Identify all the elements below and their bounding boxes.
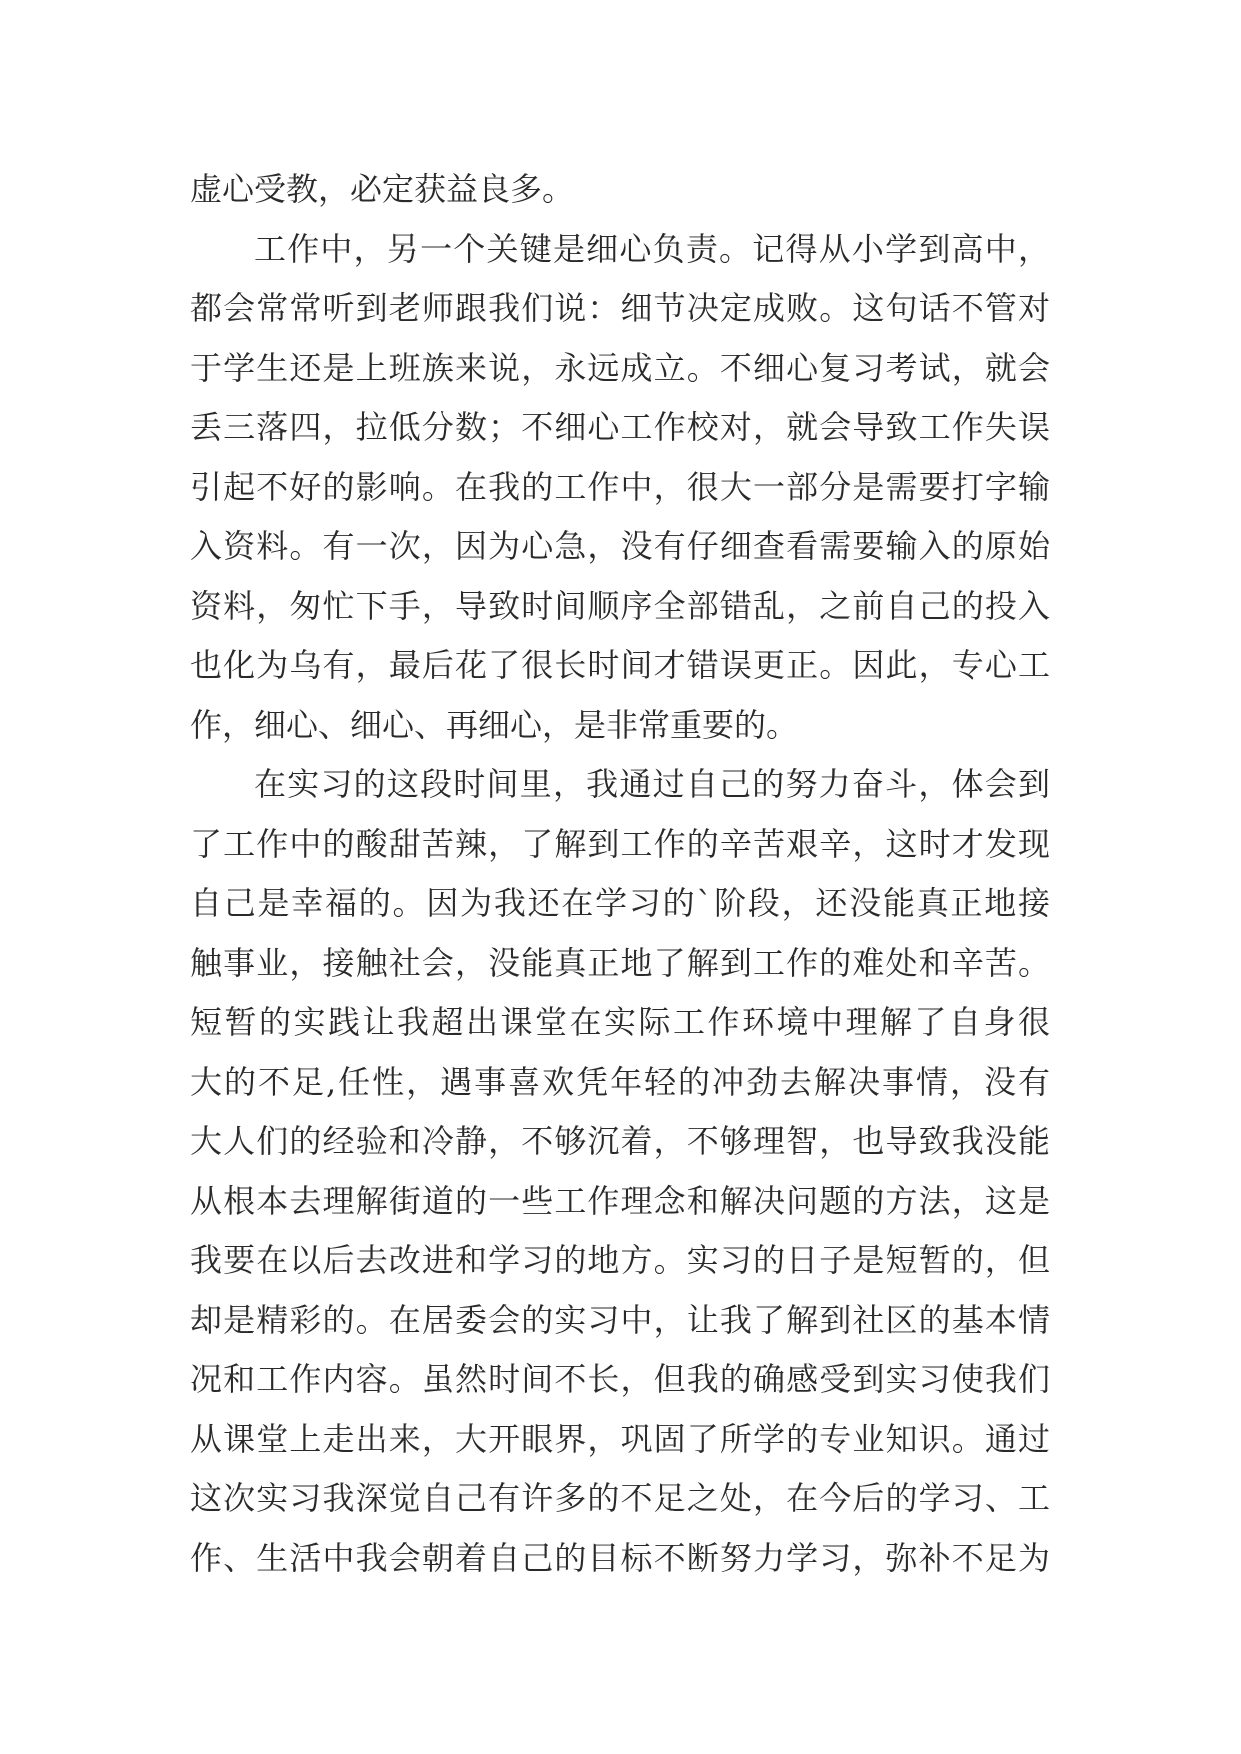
body-text	[190, 160, 1050, 1588]
text-line: 丢三落四，拉低分数；不细心工作校对，就会导致工作失误	[190, 408, 1050, 446]
text-line: 了工作中的酸甜苦辣，了解到工作的辛苦艰辛，这时才发现	[190, 824, 1050, 863]
text-line: 从课堂上走出来，大开眼界，巩固了所学的专业知识。通过	[190, 1419, 1050, 1458]
text-line: 也化为乌有，最后花了很长时间才错误更正。因此，专心工	[190, 646, 1050, 684]
text-line: 从根本去理解街道的一些工作理念和解决问题的方法，这是	[190, 1181, 1050, 1220]
text-line: 却是精彩的。在居委会的实习中，让我了解到社区的基本情	[190, 1300, 1050, 1339]
text-line: 触事业，接触社会，没能真正地了解到工作的难处和辛苦。	[190, 943, 1050, 982]
text-line: 都会常常听到老师跟我们说：细节决定成败。这句话不管对	[190, 289, 1050, 327]
text-line: 作，细心、细心、再细心，是非常重要的。	[190, 705, 799, 744]
text-line: 虚心受教，必定获益良多。	[190, 170, 575, 208]
text-line: 短暂的实践让我超出课堂在实际工作环境中理解了自身很	[190, 1003, 1050, 1041]
text-line: 工作中，另一个关键是细心负责。记得从小学到高中，	[254, 229, 1050, 268]
text-line: 引起不好的影响。在我的工作中，很大一部分是需要打字输	[190, 467, 1050, 506]
text-line: 大的不足,任性，遇事喜欢凭年轻的冲劲去解决事情，没有	[190, 1062, 1050, 1101]
text-line: 这次实习我深觉自己有许多的不足之处，在今后的学习、工	[190, 1479, 1050, 1517]
text-line: 入资料。有一次，因为心急，没有仔细查看需要输入的原始	[190, 527, 1050, 565]
text-line: 我要在以后去改进和学习的地方。实习的日子是短暂的，但	[190, 1241, 1050, 1279]
text-line: 于学生还是上班族来说，永远成立。不细心复习考试，就会	[190, 348, 1050, 387]
text-line: 资料，匆忙下手，导致时间顺序全部错乱，之前自己的投入	[190, 586, 1050, 625]
text-line: 大人们的经验和冷静，不够沉着，不够理智，也导致我没能	[190, 1122, 1050, 1160]
text-line: 况和工作内容。虽然时间不长，但我的确感受到实习使我们	[190, 1360, 1050, 1398]
text-line: 自己是幸福的。因为我还在学习的`阶段，还没能真正地接	[190, 884, 1050, 922]
text-line: 在实习的这段时间里，我通过自己的努力奋斗，体会到	[254, 765, 1050, 803]
text-line: 作、生活中我会朝着自己的目标不断努力学习，弥补不足为	[190, 1538, 1050, 1577]
